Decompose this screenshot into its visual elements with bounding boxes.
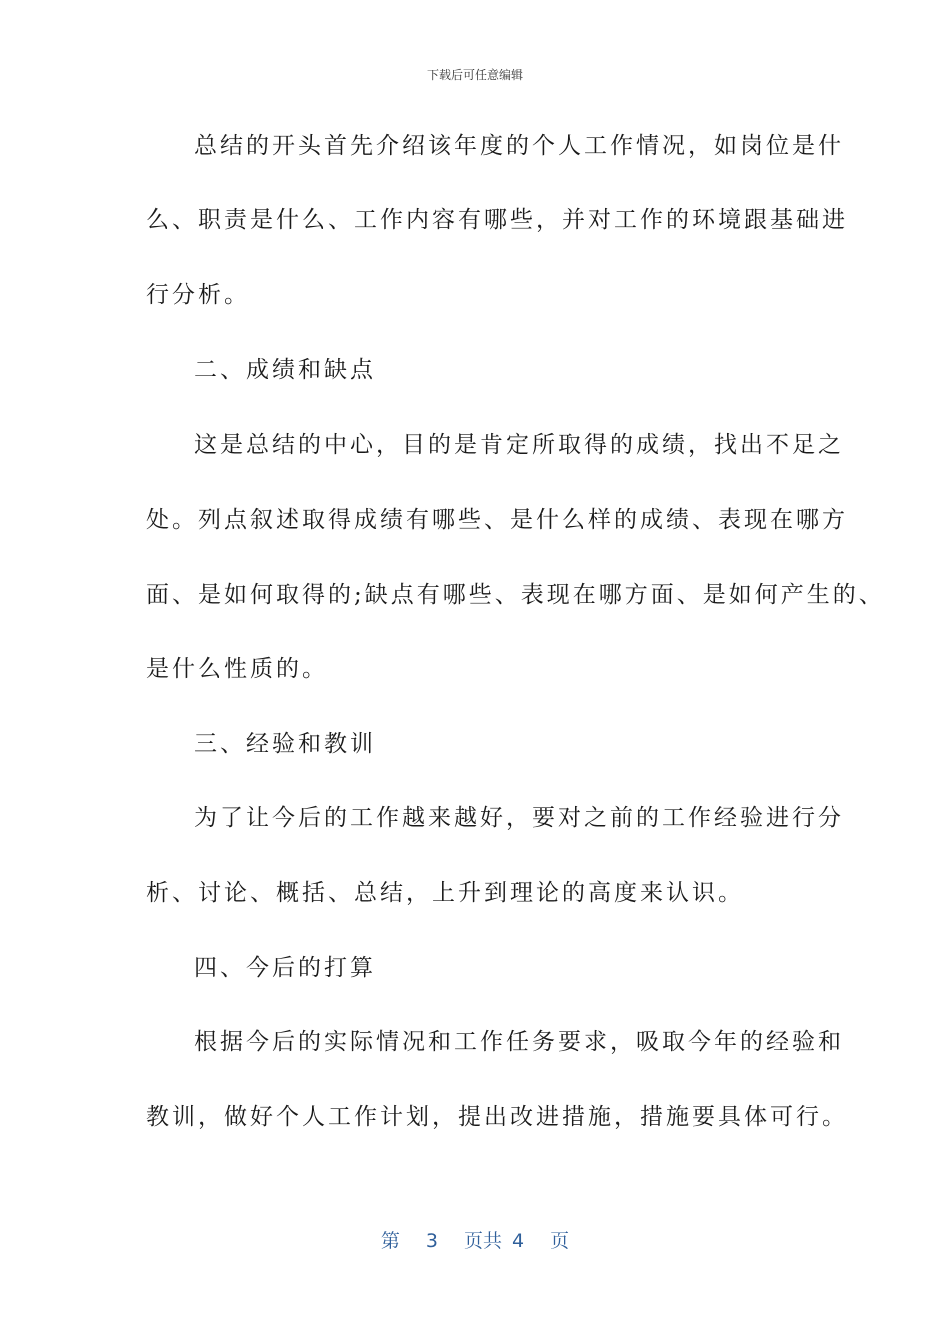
paragraph-line: 行分析。 [146,282,250,308]
page-footer [0,1226,950,1253]
paragraph-line: 这是总结的中心，目的是肯定所取得的成绩，找出不足之 [194,432,844,458]
paragraph-line: 为了让今后的工作越来越好，要对之前的工作经验进行分 [194,805,844,831]
header-note: 下载后可任意编辑 [426,68,523,82]
footer-di: 第 [380,1230,400,1252]
paragraph-line: 么、职责是什么、工作内容有哪些，并对工作的环境跟基础进 [146,207,848,233]
footer-total-pages: 4 [512,1230,525,1252]
footer-ye-gong: 页共 [463,1230,502,1252]
section-heading: 四、今后的打算 [194,955,376,981]
footer-current-page: 3 [425,1230,438,1252]
paragraph-line: 教训，做好个人工作计划，提出改进措施，措施要具体可行。 [146,1104,848,1130]
paragraph-line: 面、是如何取得的;缺点有哪些、表现在哪方面、是如何产生的、 [146,582,885,608]
paragraph-line: 根据今后的实际情况和工作任务要求，吸取今年的经验和 [194,1029,844,1055]
section-heading: 二、成绩和缺点 [194,357,376,383]
section-heading: 三、经验和教训 [194,731,376,757]
paragraph-line: 析、讨论、概括、总结，上升到理论的高度来认识。 [146,880,744,906]
paragraph-line: 总结的开头首先介绍该年度的个人工作情况，如岗位是什 [194,133,844,159]
footer-ye: 页 [550,1230,570,1252]
paragraph-line: 是什么性质的。 [146,656,328,682]
paragraph-line: 处。列点叙述取得成绩有哪些、是什么样的成绩、表现在哪方 [146,507,848,533]
